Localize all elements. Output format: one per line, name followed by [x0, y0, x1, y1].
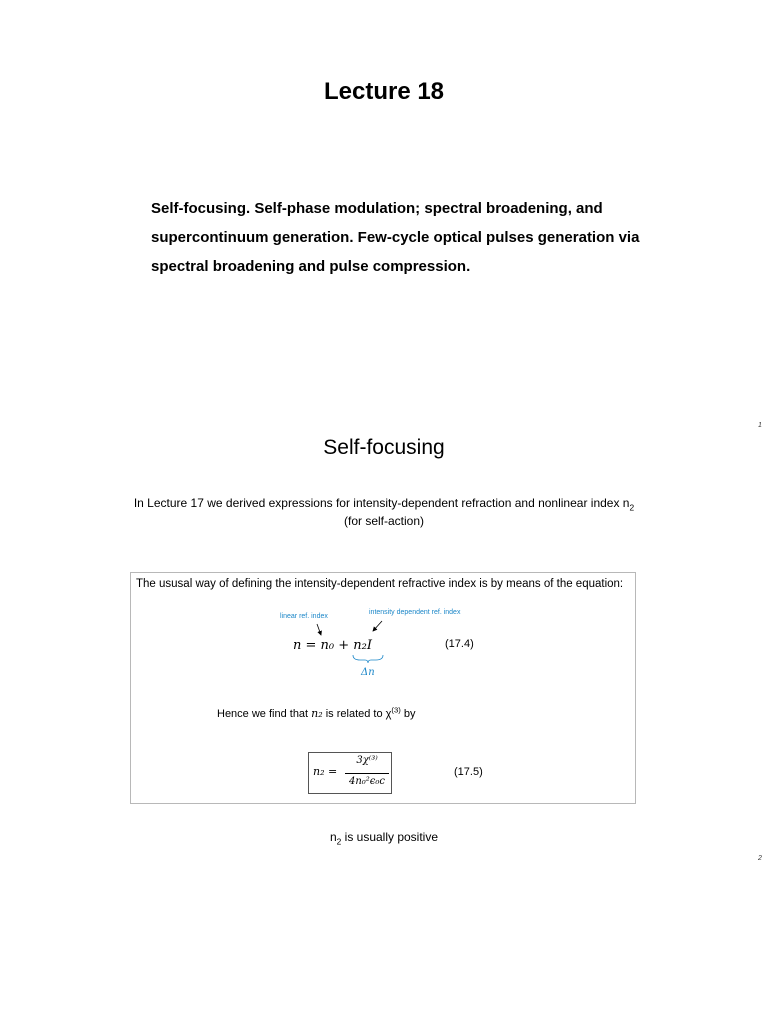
brace-icon — [353, 655, 383, 663]
equation-17-5-box — [308, 752, 392, 794]
intro-line2: (for self-action) — [343, 514, 425, 528]
eq2-denominator: 4n₀²ϵ₀c — [348, 776, 386, 787]
label-intensity-index: intensity dependent ref. index — [369, 609, 461, 616]
delta-n-label: Δn — [361, 667, 375, 678]
footer-post: is usually positive — [341, 830, 439, 844]
arrow-intensity-icon — [373, 621, 382, 631]
equation-17-4: n = n₀ + n₂I — [293, 638, 372, 653]
section-heading: Self-focusing — [323, 436, 445, 459]
footer-sub: 2 — [336, 836, 342, 847]
intro-text — [0, 494, 768, 530]
equation-figure — [130, 572, 636, 804]
hence-mid: is related to χ — [322, 708, 392, 720]
footer-note — [0, 830, 768, 847]
page-number-2: 2 — [758, 855, 762, 862]
lecture-title: Lecture 18 — [323, 78, 445, 105]
footer-pre: n — [329, 830, 337, 844]
equation-17-5-number: (17.5) — [454, 766, 483, 778]
hence-text — [217, 707, 416, 720]
arrow-linear-icon — [317, 624, 321, 635]
page-number-1: 1 — [758, 422, 762, 429]
figure-caption: The ususal way of defining the intensity-dependent refractive index is by means of the equation: — [136, 578, 624, 590]
lecture-summary: Self-focusing. Self-phase modulation; spectral broadening, and supercontinuum generation. Few-cycle optical pulses generation via spectral broadening and pulse compression. — [151, 200, 640, 275]
eq2-lhs: n₂ = — [313, 765, 338, 778]
hence-var: n₂ — [311, 707, 323, 720]
equation-17-4-number: (17.4) — [445, 638, 474, 650]
hence-pre: Hence we find that — [217, 708, 312, 720]
fraction-bar — [345, 773, 389, 774]
eq2-numerator: 3χ⁽³⁾ — [356, 755, 378, 766]
hence-post: by — [400, 708, 416, 720]
annotation-arrows — [131, 573, 637, 683]
intro-line1: In Lecture 17 we derived expressions for intensity-dependent refraction and nonlinear index n — [133, 496, 630, 510]
label-linear-index: linear ref. index — [280, 613, 328, 620]
intro-sub: 2 — [629, 502, 635, 513]
hence-sup: (3) — [391, 705, 401, 715]
